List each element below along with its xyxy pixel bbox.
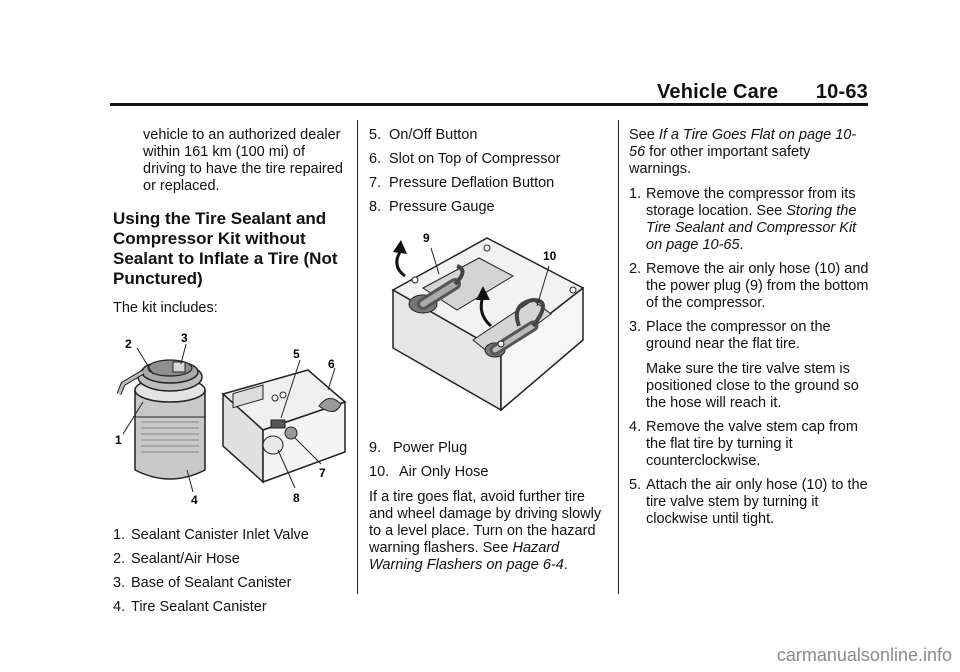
step-number: 5. bbox=[629, 477, 642, 493]
step-item bbox=[629, 186, 869, 254]
list-item bbox=[369, 440, 609, 457]
list-item bbox=[113, 527, 349, 544]
item-number: 9. bbox=[369, 440, 382, 456]
item-label: Base of Sealant Canister bbox=[131, 575, 292, 591]
item-number: 3. bbox=[113, 575, 126, 591]
parts-list-3 bbox=[369, 440, 609, 481]
list-item bbox=[113, 551, 349, 568]
callout-8: 8 bbox=[293, 491, 300, 505]
step-end: . bbox=[739, 237, 744, 253]
callout-3: 3 bbox=[181, 332, 188, 345]
list-item bbox=[369, 127, 609, 144]
step-body: Remove the compressor from its storage location. See bbox=[646, 186, 856, 219]
cross-reference-link[interactable]: Hazard Warning Flashers on page 6-4 bbox=[369, 540, 564, 573]
list-item bbox=[113, 575, 349, 592]
item-label: On/Off Button bbox=[389, 127, 478, 143]
paragraph-text: If a tire goes flat, avoid further tire and wheel damage by driving slowly to a level place. Turn on the hazard warning flashers. See bbox=[369, 489, 602, 556]
callout-10: 10 bbox=[543, 249, 557, 263]
column-2 bbox=[369, 127, 609, 574]
step-text bbox=[646, 319, 869, 412]
step-subnote: Make sure the tire valve stem is positioned close to the ground so the hose will reach it. bbox=[646, 361, 859, 411]
column-1 bbox=[113, 127, 349, 616]
list-item bbox=[369, 151, 609, 168]
step-text: Remove the air only hose (10) and the power plug (9) from the bottom of the compressor. bbox=[646, 261, 869, 311]
step-text bbox=[646, 186, 869, 254]
item-label: Pressure Gauge bbox=[389, 199, 495, 215]
kit-figure bbox=[113, 332, 349, 512]
item-number: 10. bbox=[369, 464, 390, 480]
step-item bbox=[629, 419, 869, 470]
item-label: Sealant Canister Inlet Valve bbox=[131, 527, 309, 543]
item-number: 6. bbox=[369, 151, 382, 167]
kit-intro: The kit includes: bbox=[113, 300, 218, 316]
column-divider-2 bbox=[618, 120, 619, 594]
list-item bbox=[369, 175, 609, 192]
callout-6: 6 bbox=[328, 357, 335, 371]
step-text: Remove the valve stem cap from the flat tire by turning it counterclockwise. bbox=[646, 419, 858, 469]
watermark: carmanualsonline.info bbox=[776, 645, 952, 665]
item-label: Tire Sealant Canister bbox=[131, 599, 267, 615]
section-heading: Using the Tire Sealant and Compressor Kit without Sealant to Inflate a Tire (Not Punctured) bbox=[113, 209, 338, 288]
flat-tire-paragraph bbox=[369, 489, 609, 574]
callout-9: 9 bbox=[423, 231, 430, 245]
list-item bbox=[113, 599, 349, 616]
section-name: Vehicle Care bbox=[656, 81, 779, 103]
item-number: 5. bbox=[369, 127, 382, 143]
callout-2: 2 bbox=[125, 337, 132, 351]
callout-5: 5 bbox=[293, 347, 300, 361]
step-number: 1. bbox=[629, 186, 642, 202]
item-label: Slot on Top of Compressor bbox=[389, 151, 561, 167]
item-number: 7. bbox=[369, 175, 382, 191]
item-label: Power Plug bbox=[393, 440, 468, 456]
intro-see: See bbox=[629, 127, 659, 143]
step-number: 4. bbox=[629, 419, 642, 435]
item-number: 4. bbox=[113, 599, 126, 615]
item-number: 2. bbox=[113, 551, 126, 567]
compressor-illustration bbox=[223, 370, 345, 482]
step-number: 3. bbox=[629, 319, 642, 335]
step-text: Attach the air only hose (10) to the tire valve stem by turning it clockwise until tight. bbox=[646, 477, 868, 527]
header-title bbox=[657, 81, 868, 104]
intro-rest: for other important safety warnings. bbox=[629, 144, 811, 177]
step-number: 2. bbox=[629, 261, 642, 277]
callout-1: 1 bbox=[115, 433, 122, 447]
callout-7: 7 bbox=[319, 466, 326, 480]
column-3 bbox=[629, 127, 869, 528]
item-label: Sealant/Air Hose bbox=[131, 551, 240, 567]
list-item bbox=[369, 199, 609, 216]
step-item bbox=[629, 261, 869, 312]
item-number: 1. bbox=[113, 527, 126, 543]
item-label: Pressure Deflation Button bbox=[389, 175, 555, 191]
cross-reference-link[interactable]: Storing the Tire Sealant and Compressor Kit on page 10-65 bbox=[646, 203, 857, 253]
step-item bbox=[629, 319, 869, 412]
header-rule bbox=[110, 103, 868, 106]
item-label: Air Only Hose bbox=[399, 464, 489, 480]
parts-list-2 bbox=[369, 127, 609, 216]
continued-paragraph: vehicle to an authorized dealer within 161 km (100 mi) of driving to have the tire repaired or replaced. bbox=[143, 127, 343, 194]
paragraph-end: . bbox=[563, 557, 568, 573]
item-number: 8. bbox=[369, 199, 382, 215]
arrow-icon bbox=[393, 240, 407, 276]
steps-list bbox=[629, 186, 869, 528]
list-item bbox=[369, 464, 609, 481]
step-item bbox=[629, 477, 869, 528]
step-body: Place the compressor on the ground near the flat tire. bbox=[646, 319, 831, 352]
page-number: 10-63 bbox=[815, 81, 868, 103]
compressor-underside-figure bbox=[383, 230, 603, 426]
column-divider-1 bbox=[357, 120, 358, 594]
cross-reference-link[interactable]: If a Tire Goes Flat on page 10-56 bbox=[629, 127, 857, 160]
safety-intro bbox=[629, 127, 869, 178]
callout-4: 4 bbox=[191, 493, 198, 507]
parts-list-1 bbox=[113, 527, 349, 616]
